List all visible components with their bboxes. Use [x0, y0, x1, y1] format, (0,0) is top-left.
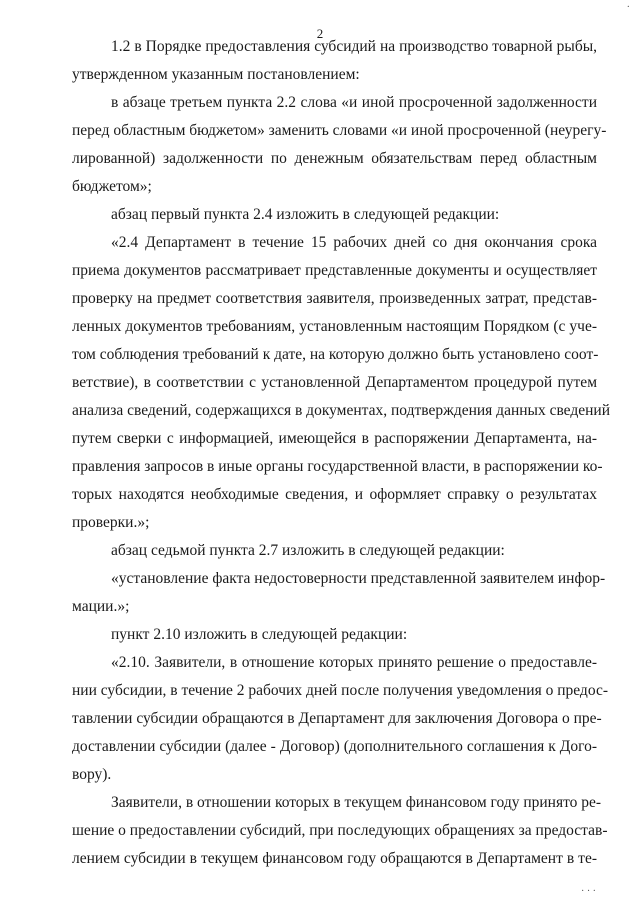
text-line: вору). [72, 766, 112, 783]
text-line: лением субсидии в текущем финансовом году обращаются в Департамент в те- [72, 850, 597, 867]
text-line: анализа сведений, содержащихся в документах, подтверждения данных сведений [72, 402, 611, 419]
text-line: «2.4 Департамент в течение 15 рабочих дней со дня окончания срока [111, 234, 597, 251]
text-line: том соблюдения требований к дате, на которую должно быть установлено соот- [72, 346, 599, 363]
text-line: пункт 2.10 изложить в следующей редакции: [111, 626, 408, 643]
text-line: Заявители, в отношении которых в текущем финансовом году принято ре- [111, 794, 602, 811]
text-line: бюджетом»; [72, 178, 152, 195]
text-line: нии субсидии, в течение 2 рабочих дней после получения уведомления о предос- [72, 682, 608, 699]
text-line: «2.10. Заявители, в отношение которых принято решение о предоставле- [111, 654, 597, 671]
text-line: доставлении субсидии (далее - Договор) (дополнительного соглашения к Дого- [72, 738, 597, 755]
text-line: утвержденном указанным постановлением: [72, 66, 360, 83]
text-line: шение о предоставлении субсидий, при последующих обращениях за предостав- [72, 822, 608, 839]
text-line: приема документов рассматривает представленные документы и осуществляет [72, 262, 597, 279]
text-line: правления запросов в иные органы государственной власти, в распоряжении ко- [72, 458, 603, 475]
text-line: «установление факта недостоверности представленной заявителем инфор- [111, 570, 606, 587]
text-line: 1.2 в Порядке предоставления субсидий на производство товарной рыбы, [111, 38, 597, 55]
text-line: путем сверки с информацией, имеющейся в распоряжении Департамента, на- [72, 430, 597, 447]
corner-mark-top: · [626, 2, 630, 13]
text-line: в абзаце третьем пункта 2.2 слова «и иной просроченной задолженности [111, 94, 597, 111]
text-line: абзац первый пункта 2.4 изложить в следующей редакции: [111, 206, 500, 223]
text-line: мации.»; [72, 598, 130, 615]
text-line: проверки.»; [72, 514, 150, 531]
corner-mark-bottom: · · · [581, 886, 596, 897]
text-line: абзац седьмой пункта 2.7 изложить в следующей редакции: [111, 542, 505, 559]
text-line: проверку на предмет соответствия заявителя, произведенных затрат, представ- [72, 290, 597, 307]
text-line: тавлении субсидии обращаются в Департамент для заключения Договора о пре- [72, 710, 602, 727]
text-line: перед областным бюджетом» заменить словами «и иной просроченной (неурегу- [72, 122, 607, 139]
page-number: 2 [316, 26, 324, 41]
text-line: лированной) задолженности по денежным обязательствам перед областным [72, 150, 597, 167]
text-line: ветствие), в соответствии с установленной Департаментом процедурой путем [72, 374, 597, 391]
text-line: торых находятся необходимые сведения, и оформляет справку о результатах [72, 486, 597, 503]
text-line: ленных документов требованиям, установленным настоящим Порядком (с уче- [72, 318, 597, 335]
